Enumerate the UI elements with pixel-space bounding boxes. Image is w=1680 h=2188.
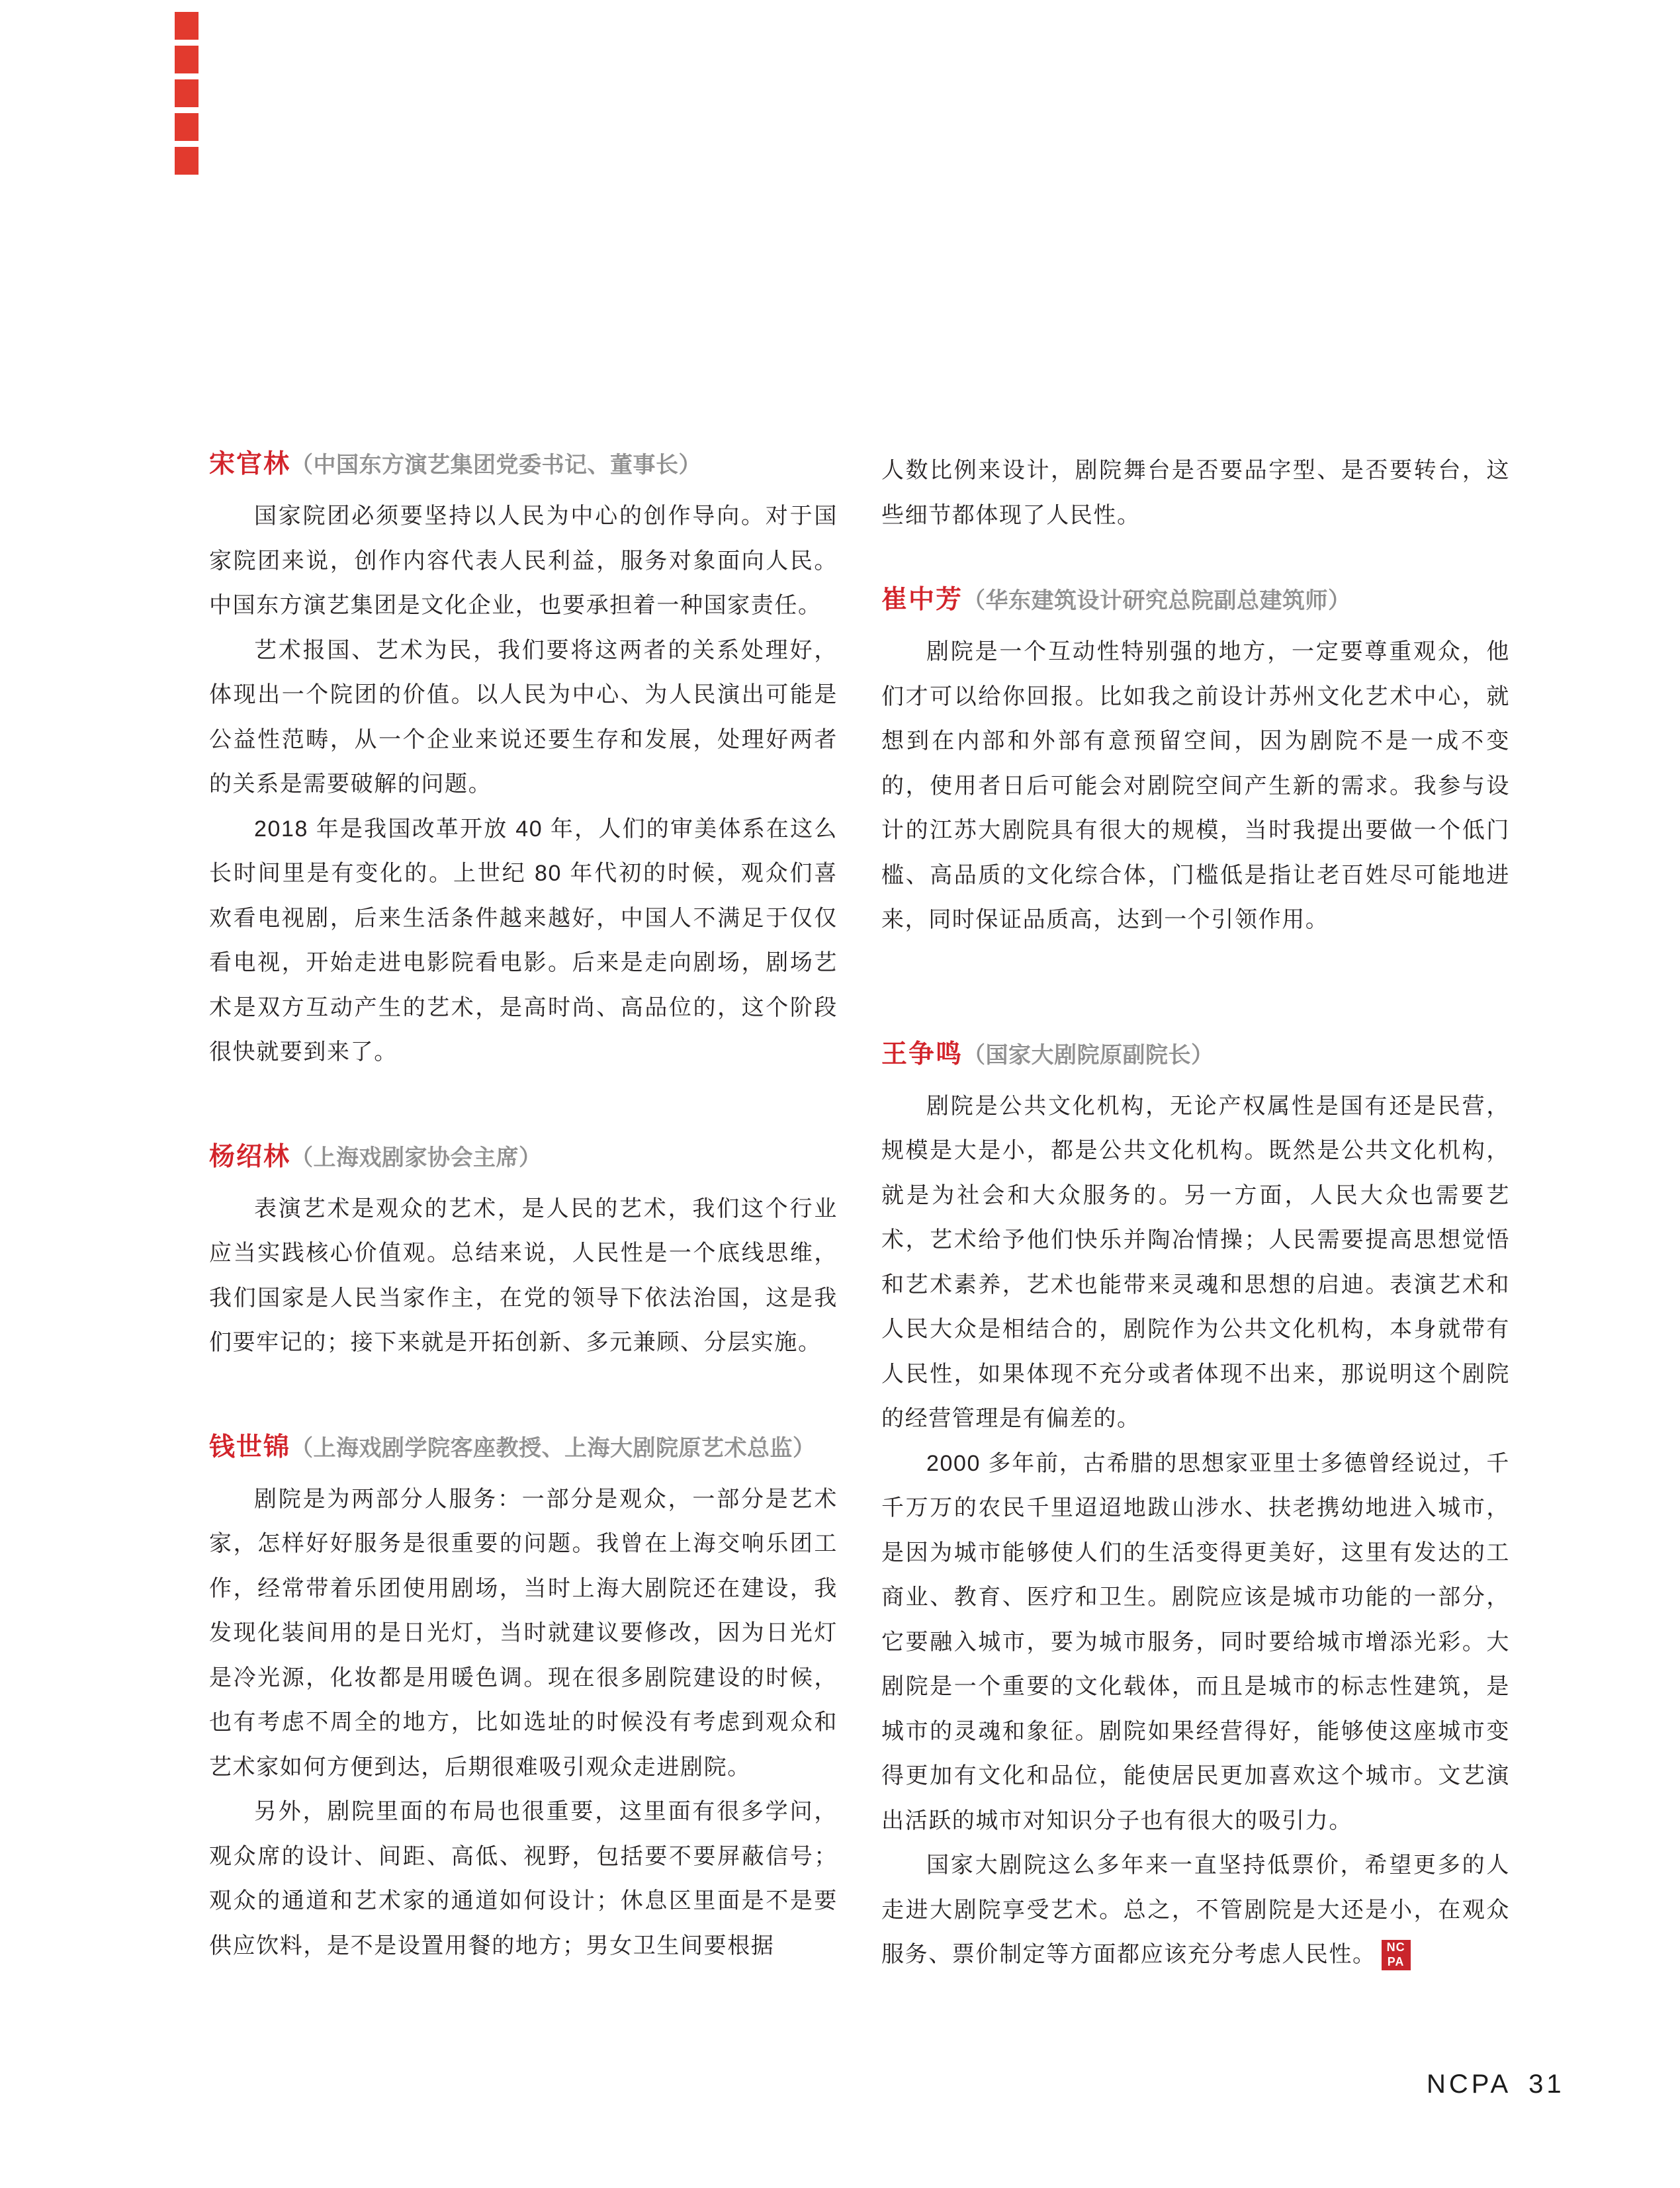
continuation-paragraph: 人数比例来设计，剧院舞台是否要品字型、是否要转台，这些细节都体现了人民性。 [881, 458, 1510, 528]
speaker-heading-cuizhongfang [881, 584, 1510, 617]
speaker-name: 宋官林 [209, 450, 291, 478]
right-column [881, 449, 1510, 1978]
speaker-heading-songguanlin [209, 449, 838, 481]
paragraph: 艺术报国、艺术为民，我们要将这两者的关系处理好，体现出一个院团的价值。以人民为中心、为人民演出可能是公益性范畴，从一个企业来说还要生存和发展，处理好两者的关系是需要破解的问题。 [209, 637, 838, 797]
speaker-name: 王争鸣 [881, 1039, 963, 1069]
paragraph: 剧院是一个互动性特别强的地方，一定要尊重观众，他们才可以给你回报。比如我之前设计苏州文化艺术中心，就想到在内部和外部有意预留空间，因为剧院不是一成不变的，使用者日后可能会对剧院空间产生新的需求。我参与设计的江苏大剧院具有很大的规模，当时我提出要做一个低门槛、高品质的文化综合体，门槛低是指让老百姓尽可能地进来，同时保证品质高，达到一个引领作用。 [881, 639, 1510, 932]
paragraph: 国家院团必须要坚持以人民为中心的创作导向。对于国家院团来说，创作内容代表人民利益，服务对象面向人民。中国东方演艺集团是文化企业，也要承担着一种国家责任。 [209, 503, 838, 618]
red-edge-mark [175, 12, 199, 40]
speaker-name: 钱世锦 [209, 1432, 291, 1462]
speaker-name: 崔中芳 [881, 586, 963, 614]
speaker-title: （上海戏剧学院客座教授、上海大剧院原艺术总监） [290, 1435, 816, 1461]
speaker-title: （国家大剧院原副院长） [963, 1042, 1214, 1068]
speaker-heading-qianshijin [209, 1432, 838, 1464]
footer-brand: NCPA [1427, 2070, 1512, 2099]
paragraph-text: 国家大剧院这么多年来一直坚持低票价，希望更多的人走进大剧院享受艺术。总之，不管剧院是大还是小，在观众服务、票价制定等方面都应该充分考虑人民性。 [881, 1853, 1510, 1967]
page-edge-marks [175, 12, 199, 181]
red-edge-mark [175, 147, 199, 175]
speaker-title: （上海戏剧家协会主席） [290, 1145, 542, 1170]
paragraph: 剧院是为两部分人服务：一部分是观众，一部分是艺术家，怎样好好服务是很重要的问题。我曾在上海交响乐团工作，经常带着乐团使用剧场，当时上海大剧院还在建设，我发现化装间用的是日光灯，当时就建议要修改，因为日光灯是冷光源，化妆都是用暖色调。现在很多剧院建设的时候，也有考虑不周全的地方，比如选址的时候没有考虑到观众和艺术家如何方便到达，后期很难吸引观众走进剧院。 [209, 1486, 838, 1780]
paragraph: 剧院是公共文化机构，无论产权属性是国有还是民营，规模是大是小，都是公共文化机构。既然是公共文化机构，就是为社会和大众服务的。另一方面，人民大众也需要艺术，艺术给予他们快乐并陶冶情操；人民需要提高思想觉悟和艺术素养，艺术也能带来灵魂和思想的启迪。表演艺术和人民大众是相结合的，剧院作为公共文化机构，本身就带有人民性，如果体现不充分或者体现不出来，那说明这个剧院的经营管理是有偏差的。 [881, 1093, 1510, 1431]
left-column [209, 449, 838, 1968]
paragraph: 2018 年是我国改革开放 40 年，人们的审美体系在这么长时间里是有变化的。上世纪 80 年代初的时候，观众们喜欢看电视剧，后来生活条件越来越好，中国人不满足于仅仅看电视，开始走进电影院看电影。后来是走向剧场，剧场艺术是双方互动产生的艺术，是高时尚、高品位的，这个阶段很快就要到来了。 [209, 816, 838, 1065]
paragraph: 2000 多年前，古希腊的思想家亚里士多德曾经说过，千千万万的农民千里迢迢地跋山涉水、扶老携幼地进入城市，是因为城市能够使人们的生活变得更美好，这里有发达的工商业、教育、医疗和卫生。剧院应该是城市功能的一部分，它要融入城市，要为城市服务，同时要给城市增添光彩。大剧院是一个重要的文化载体，而且是城市的标志性建筑，是城市的灵魂和象征。剧院如果经营得好，能够使这座城市变得更加有文化和品位，能使居民更加喜欢这个城市。文艺演出活跃的城市对知识分子也有很大的吸引力。 [881, 1450, 1510, 1833]
red-edge-mark [175, 113, 199, 141]
footer-page-number: 31 [1528, 2070, 1565, 2099]
speaker-title: （中国东方演艺集团党委书记、董事长） [290, 453, 702, 478]
paragraph: 表演艺术是观众的艺术，是人民的艺术，我们这个行业应当实践核心价值观。总结来说，人民性是一个底线思维，我们国家是人民当家作主，在党的领导下依法治国，这是我们要牢记的；接下来就是开拓创新、多元兼顾、分层实施。 [209, 1196, 838, 1355]
speaker-heading-yangshaolin [209, 1141, 838, 1174]
red-edge-mark [175, 79, 199, 107]
paragraph-last [881, 1843, 1510, 1978]
page-footer [1427, 2070, 1565, 2099]
ncpa-badge-line2: PA [1387, 1955, 1405, 1968]
speaker-title: （华东建筑设计研究总院副总建筑师） [963, 588, 1351, 613]
ncpa-badge-line1: NC [1386, 1941, 1405, 1954]
red-edge-mark [175, 46, 199, 73]
ncpa-end-badge-icon [1382, 1940, 1411, 1970]
speaker-name: 杨绍林 [209, 1142, 291, 1171]
speaker-heading-wangzhengming [881, 1039, 1510, 1071]
paragraph: 另外，剧院里面的布局也很重要，这里面有很多学问，观众席的设计、间距、高低、视野，包括要不要屏蔽信号；观众的通道和艺术家的通道如何设计；休息区里面是不是要供应饮料，是不是设置用餐的地方；男女卫生间要根据 [209, 1799, 838, 1958]
